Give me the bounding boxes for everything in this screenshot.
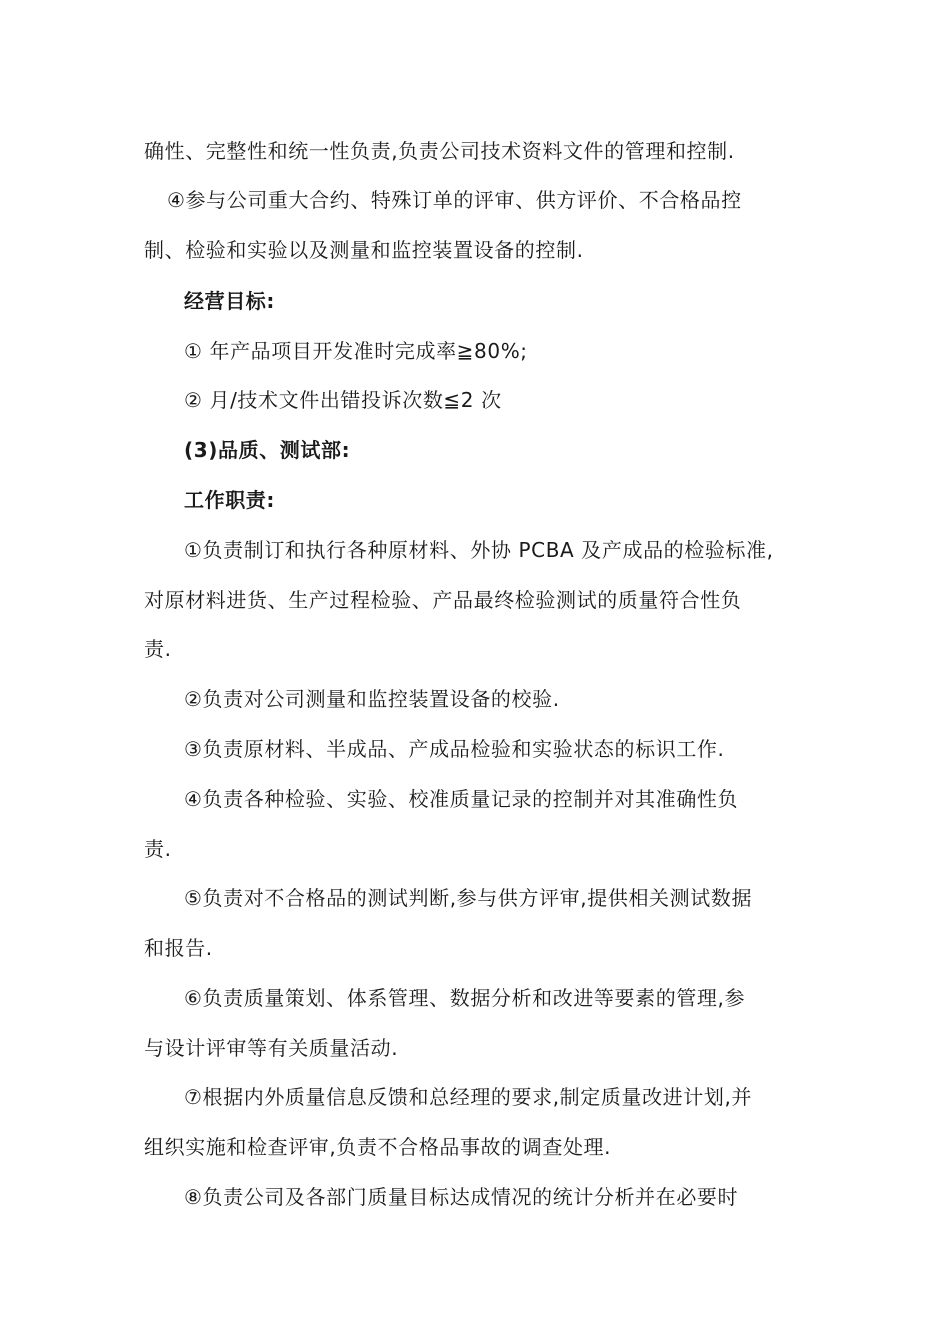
text-line: 组织实施和检查评审,负责不合格品事故的调查处理. xyxy=(144,1135,612,1159)
text-line: 责. xyxy=(144,637,172,661)
text-line: 与设计评审等有关质量活动. xyxy=(144,1036,399,1060)
text-line: ⑧负责公司及各部门质量目标达成情况的统计分析并在必要时 xyxy=(184,1185,739,1209)
text-line: 对原材料进货、生产过程检验、产品最终检验测试的质量符合性负 xyxy=(144,588,742,612)
text-line: ③负责原材料、半成品、产成品检验和实验状态的标识工作. xyxy=(184,737,725,761)
text-line: ⑤负责对不合格品的测试判断,参与供方评审,提供相关测试数据 xyxy=(184,886,753,910)
text-line: 和报告. xyxy=(144,936,213,960)
text-line: ⑥负责质量策划、体系管理、数据分析和改进等要素的管理,参 xyxy=(184,986,746,1010)
section-heading: 工作职责: xyxy=(184,488,275,512)
text-line: 责. xyxy=(144,837,172,861)
section-heading: (3)品质、测试部: xyxy=(184,438,351,462)
text-line: ⑦根据内外质量信息反馈和总经理的要求,制定质量改进计划,并 xyxy=(184,1085,753,1109)
text-line: ①负责制订和执行各种原材料、外协 PCBA 及产成品的检验标准, xyxy=(184,538,774,562)
text-line: ② 月/技术文件出错投诉次数≦2 次 xyxy=(184,388,502,412)
text-line: ④参与公司重大合约、特殊订单的评审、供方评价、不合格品控 xyxy=(167,188,742,212)
text-line: 确性、完整性和统一性负责,负责公司技术资料文件的管理和控制. xyxy=(144,139,735,163)
text-line: ②负责对公司测量和监控装置设备的校验. xyxy=(184,687,560,711)
section-heading: 经营目标: xyxy=(184,289,275,313)
text-line: 制、检验和实验以及测量和监控装置设备的控制. xyxy=(144,238,584,262)
text-line: ① 年产品项目开发准时完成率≧80%; xyxy=(184,339,528,363)
text-line: ④负责各种检验、实验、校准质量记录的控制并对其准确性负 xyxy=(184,787,739,811)
